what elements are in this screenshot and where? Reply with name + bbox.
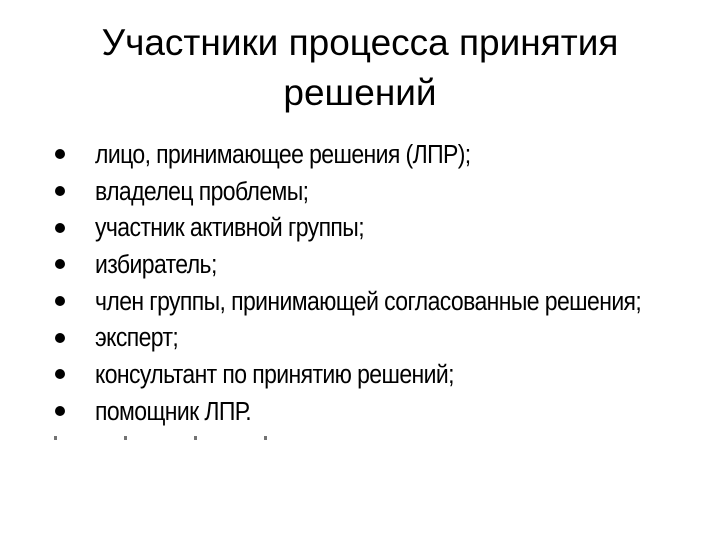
bullet-icon	[55, 149, 65, 159]
bullet-icon	[55, 223, 65, 233]
list-item	[48, 136, 688, 173]
list-item	[48, 393, 688, 430]
bullet-icon	[55, 406, 65, 416]
list-item-text: избиратель;	[95, 249, 217, 279]
slide-title-line-1: Участники процесса принятия	[101, 22, 619, 63]
list-item-text: консультант по принятию решений;	[95, 359, 454, 389]
slide-title	[40, 18, 680, 118]
bullet-icon	[55, 296, 65, 306]
participants-list	[48, 136, 688, 430]
list-item	[48, 209, 688, 246]
list-item-text: эксперт;	[95, 322, 179, 352]
bullet-icon	[55, 333, 65, 343]
bullet-icon	[55, 369, 65, 379]
list-item-text: лицо, принимающее решения (ЛПР);	[95, 139, 471, 169]
list-item-text: помощник ЛПР.	[95, 396, 251, 426]
list-item-text: участник активной группы;	[95, 212, 365, 242]
list-item	[48, 173, 688, 210]
list-item	[48, 246, 688, 283]
bullet-icon	[55, 186, 65, 196]
bullet-icon	[55, 259, 65, 269]
list-item-text: владелец проблемы;	[95, 175, 309, 206]
list-item	[48, 283, 688, 320]
slide-title-line-2: решений	[283, 72, 437, 113]
list-item	[48, 356, 688, 393]
list-item	[48, 319, 688, 356]
list-item-text: член группы, принимающей согласованные решения;	[95, 285, 642, 316]
cropped-text-remnant	[54, 436, 274, 440]
